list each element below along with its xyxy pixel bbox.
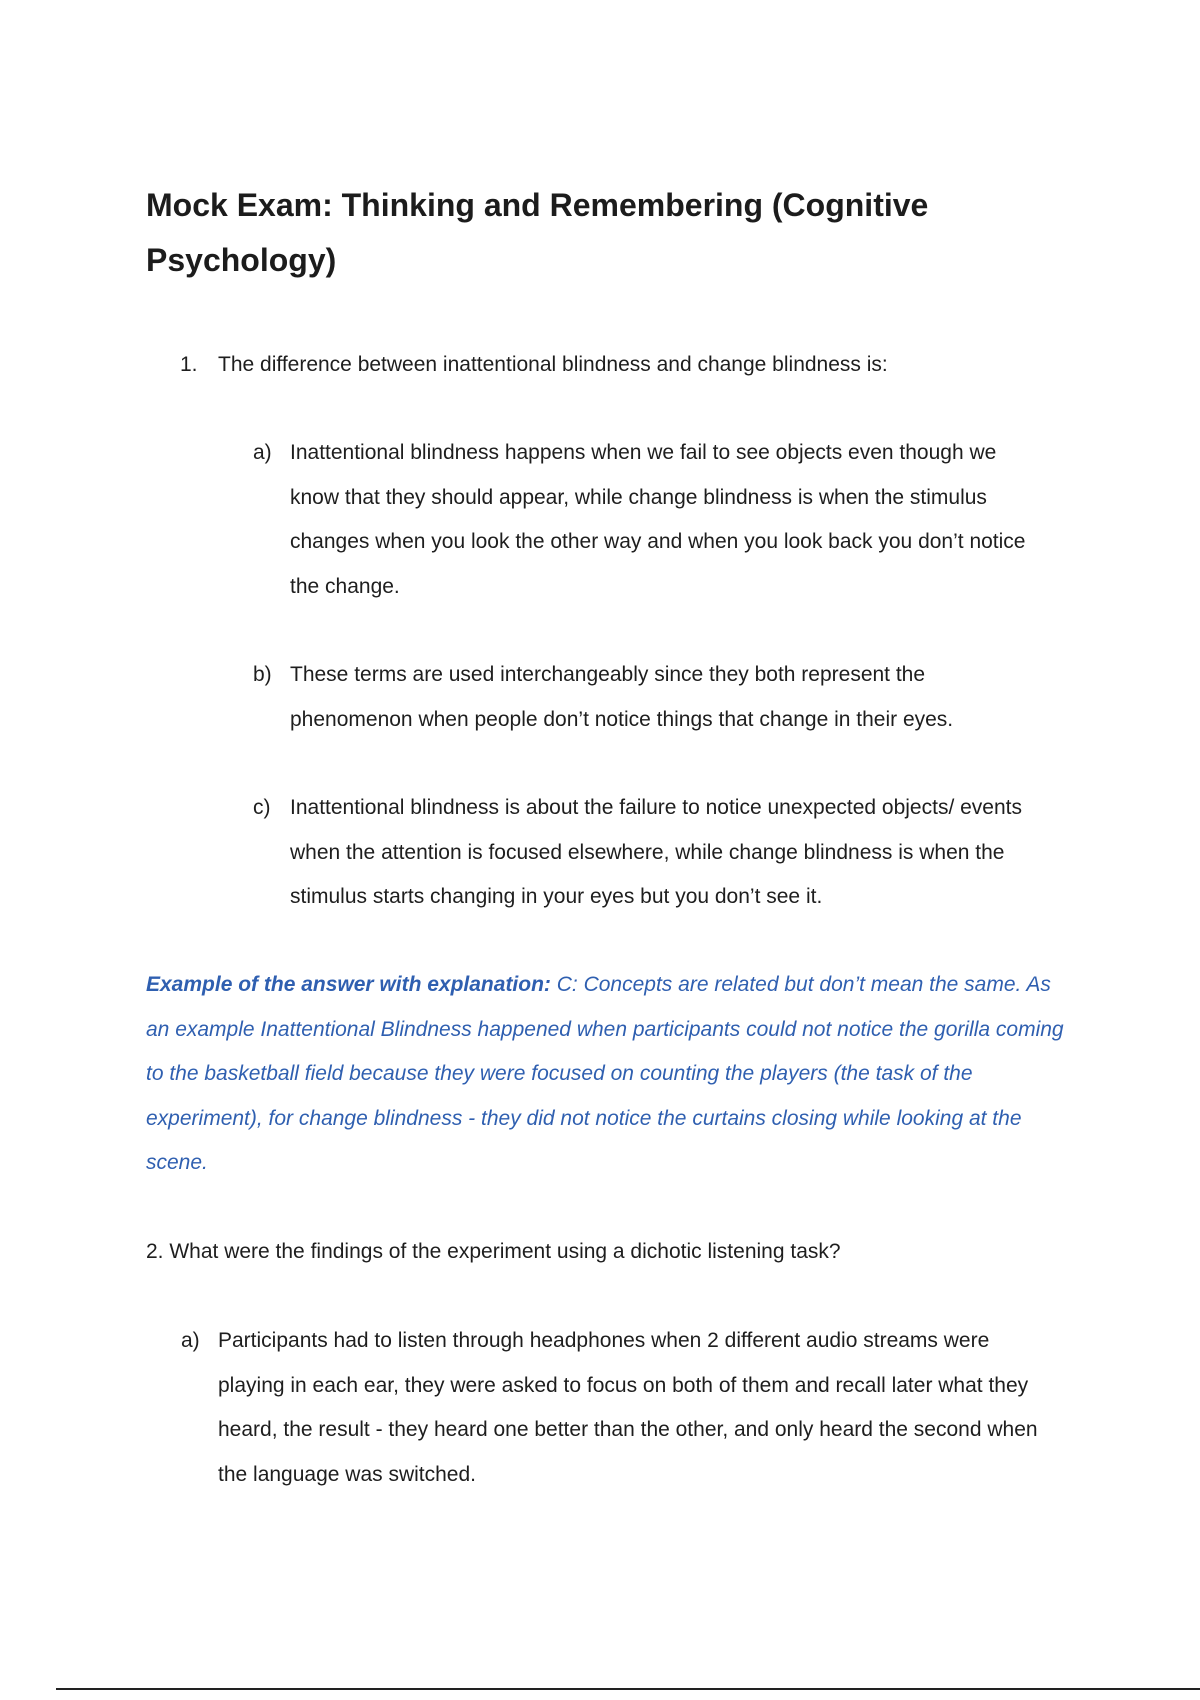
option-letter: b) [253, 663, 272, 686]
option-letter: a) [253, 441, 272, 464]
question-1-text: The difference between inattentional blindness and change blindness is: [218, 353, 888, 376]
option-text: These terms are used interchangeably since they both represent the phenomenon when people don’t notice things that change in their eyes. [290, 663, 954, 731]
page-bottom-rule [56, 1688, 1200, 1690]
option-text: Inattentional blindness happens when we fail to see objects even though we know that they should appear, while change blindness is when the stimulus changes when you look the other way and when you look back you don’t notice the change. [290, 441, 1026, 598]
answer-explanation [146, 963, 1066, 1186]
option-text: Participants had to listen through headphones when 2 different audio streams were playing in each ear, they were asked to focus on both of them and recall later what they heard, the result - they heard one better than the other, and only heard the second when the language was switched. [218, 1329, 1038, 1486]
option-letter: c) [253, 796, 271, 819]
question-2-text: 2. What were the findings of the experiment using a dichotic listening task? [146, 1240, 841, 1263]
question-1-number: 1. [180, 353, 198, 376]
answer-lead: Example of the answer with explanation: [146, 973, 551, 996]
page-title: Mock Exam: Thinking and Remembering (Cognitive Psychology) [146, 187, 929, 278]
option-letter: a) [181, 1329, 200, 1352]
option-text: Inattentional blindness is about the failure to notice unexpected objects/ events when the attention is focused elsewhere, while change blindness is when the stimulus starts changing in your eyes but you don’t see it. [290, 796, 1022, 908]
answer-text: C: Concepts are related but don’t mean the same. As an example Inattentional Blindness happened when participants could not notice the gorilla coming to the basketball field because they were focused on counting the players (the task of the experiment), for change blindness - they did not notice the curtains closing while looking at the scene. [146, 973, 1064, 1174]
